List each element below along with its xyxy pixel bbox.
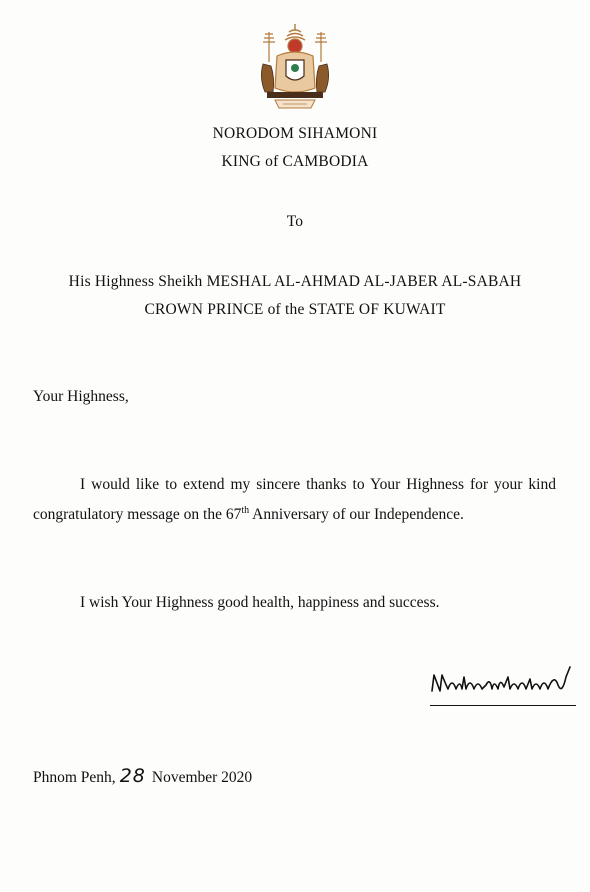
body-paragraph-wishes: I wish Your Highness good health, happiness and success. <box>80 594 440 611</box>
body-paragraph-thanks-text: I would like to extend my sincere thanks to Your Highness for your kind congratulatory message on the 67 <box>33 476 556 523</box>
salutation: Your Highness, <box>33 388 129 405</box>
recipient-title: CROWN PRINCE of the STATE OF KUWAIT <box>144 301 446 318</box>
ordinal-suffix: th <box>241 505 250 516</box>
signature-underline <box>430 705 576 706</box>
body-paragraph-thanks <box>33 470 556 530</box>
place: Phnom Penh, <box>33 769 116 786</box>
sender-title: KING of CAMBODIA <box>221 153 369 170</box>
body-paragraph-thanks-text-end: Anniversary of our Independence. <box>249 506 464 523</box>
royal-coat-of-arms-icon <box>255 22 335 112</box>
month-year: November 2020 <box>151 769 253 786</box>
recipient-name: His Highness Sheikh MESHAL AL-AHMAD AL-JABER AL-SABAH <box>68 273 522 290</box>
place-and-date <box>33 764 252 790</box>
sender-name: NORODOM SIHAMONI <box>212 125 378 142</box>
handwritten-day: 28 <box>119 765 146 787</box>
handwritten-signature <box>428 655 578 715</box>
to-label: To <box>286 213 304 230</box>
